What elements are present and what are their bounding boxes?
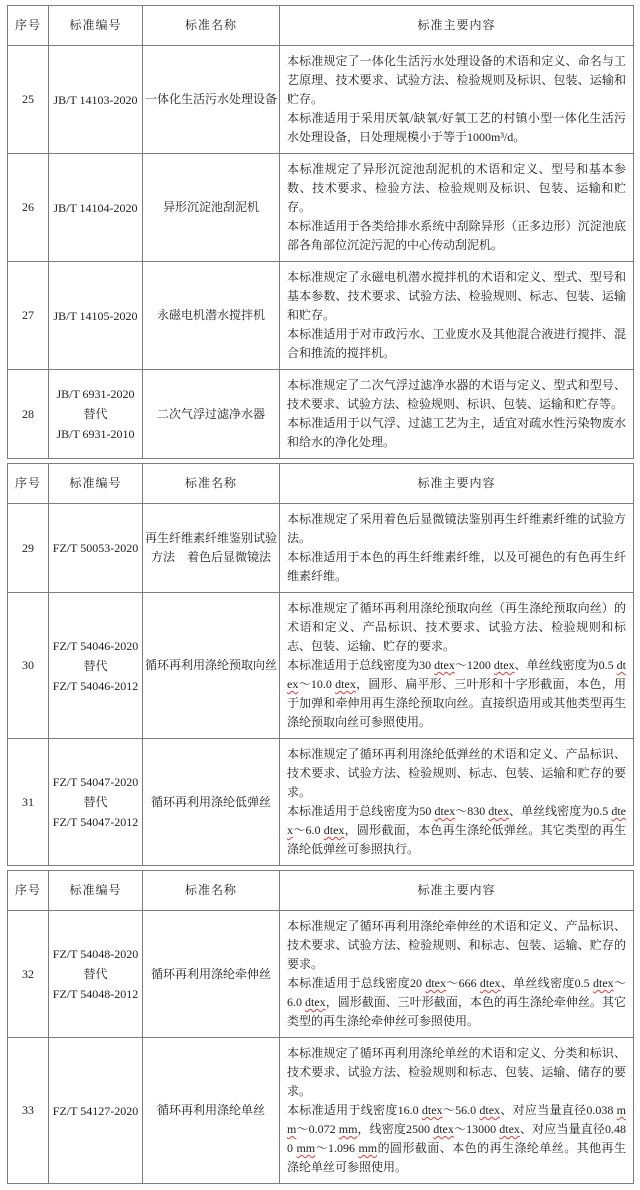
cell-name: 二次气浮过滤净水器 <box>143 370 280 459</box>
cell-no: 33 <box>8 1038 49 1184</box>
cell-name: 循环再利用涤纶牵伸丝 <box>143 911 280 1038</box>
header-cell-no: 序号 <box>8 6 49 46</box>
cell-no: 32 <box>8 911 49 1038</box>
content-paragraph: 本标准适用于总线密度20 dtex～666 dtex、单丝线密度0.5 dtex～6.0 dtex，圆形截面、三叶形截面，本色的再生涤纶牵伸丝。其它类型的再生涤纶牵伸丝可参照使用。 <box>287 976 626 1028</box>
table-body <box>8 911 634 1184</box>
spellcheck-underline: mm <box>296 1141 316 1155</box>
header-cell-content: 标准主要内容 <box>280 6 634 46</box>
content-paragraph: 本标准规定了二次气浮过滤净水器的术语与定义、型式和型号、技术要求、试验方法、检验规则、标识、包装、运输和贮存等。 <box>287 378 626 411</box>
table-row <box>8 1038 634 1184</box>
cell-code <box>49 370 143 459</box>
spellcheck-underline: dtex <box>479 1103 501 1117</box>
standards-table <box>7 5 634 459</box>
cell-content <box>280 911 634 1038</box>
header-cell-name: 标准名称 <box>143 464 280 504</box>
code-line: JB/T 14104-2020 <box>53 200 138 215</box>
cell-name: 再生纤维素纤维鉴别试验方法 着色后显微镜法 <box>143 504 280 593</box>
table-row <box>8 154 634 262</box>
content-inner <box>287 160 626 255</box>
spellcheck-underline: dtex <box>421 1103 443 1117</box>
cell-no: 25 <box>8 46 49 154</box>
spellcheck-underline: dtex <box>592 976 614 990</box>
content-paragraph: 本标准适用于总线密度为30 dtex～1200 dtex、单丝线密度为0.5 dtex～10.0 dtex，圆形、扁平形、三叶形和十字形截面，本色，用于加弹和牵伸用再生涤纶预取向丝。直接织造用或其他类型再生涤纶预取向丝可参照使用。 <box>287 658 626 729</box>
code-line: JB/T 6931-2010 <box>56 427 135 441</box>
spellcheck-underline: mm <box>338 1122 358 1136</box>
spellcheck-underline: dtex <box>287 804 626 837</box>
cell-code <box>49 1038 143 1184</box>
code-line: 替代 <box>83 967 108 981</box>
table-row <box>8 46 634 154</box>
content-paragraph: 本标准适用于采用厌氧/缺氧/好氧工艺的村镇小型一体化生活污水处理设备，日处理规模小于等于1000m³/d。 <box>287 111 626 144</box>
spellcheck-underline: mm <box>358 1141 378 1155</box>
cell-code <box>49 739 143 866</box>
table-row <box>8 593 634 739</box>
header-cell-name: 标准名称 <box>143 871 280 911</box>
cell-no: 26 <box>8 154 49 262</box>
header-row <box>8 464 634 504</box>
content-paragraph: 本标准规定了异形沉淀池刮泥机的术语和定义、型号和基本参数、技术要求、检验方法、检验规则及标识、包装、运输和贮存。 <box>287 162 626 214</box>
cell-content <box>280 739 634 866</box>
content-paragraph: 本标准适用于本色的再生纤维素纤维，以及可褪色的有色再生纤维素纤维。 <box>287 550 626 583</box>
code-line: FZ/T 54047-2020 <box>52 775 139 789</box>
content-paragraph: 本标准适用于对市政污水、工业废水及其他混合液进行搅拌、混合和推流的搅拌机。 <box>287 327 626 360</box>
cell-code <box>49 593 143 739</box>
code-line: JB/T 14105-2020 <box>53 308 138 323</box>
spellcheck-underline: dtex <box>499 1122 520 1136</box>
content-paragraph: 本标准规定了一体化生活污水处理设备的术语和定义、命名与工艺原理、技术要求、试验方法、检验规则及标识、包装、运输和贮存。 <box>287 54 626 106</box>
cell-name: 异形沉淀池刮泥机 <box>143 154 280 262</box>
spellcheck-underline: dtex <box>287 658 626 691</box>
spellcheck-underline: dtex <box>479 976 501 990</box>
table-header <box>8 6 634 46</box>
code-line: 替代 <box>83 407 108 421</box>
cell-content <box>280 154 634 262</box>
cell-no: 27 <box>8 262 49 370</box>
spellcheck-underline: dtex <box>335 677 356 691</box>
content-paragraph: 本标准规定了循环再利用涤纶牵伸丝的术语和定义、产品标识、技术要求、试验方法、检验规则、和标志、包装、运输、贮存的要求。 <box>287 919 626 971</box>
cell-name: 循环再利用涤纶单丝 <box>143 1038 280 1184</box>
cell-content <box>280 593 634 739</box>
header-row <box>8 871 634 911</box>
cell-no: 30 <box>8 593 49 739</box>
header-cell-code: 标准编号 <box>49 6 143 46</box>
code-line: FZ/T 54046-2020 <box>52 638 139 653</box>
cell-content <box>280 504 634 593</box>
cell-content <box>280 262 634 370</box>
table-body <box>8 504 634 866</box>
content-inner <box>287 745 626 859</box>
spellcheck-underline: dtex <box>488 804 509 818</box>
code-line: JB/T 6931-2020 <box>56 387 135 401</box>
standards-table <box>7 870 634 1184</box>
spellcheck-underline: dtex <box>323 823 345 837</box>
code-line: FZ/T 54048-2012 <box>52 987 139 1001</box>
standards-tables-container <box>0 5 640 1184</box>
spellcheck-underline: dtex <box>493 658 515 672</box>
code-line: 替代 <box>83 658 108 673</box>
table-row <box>8 739 634 866</box>
cell-no: 29 <box>8 504 49 593</box>
cell-content <box>280 46 634 154</box>
spellcheck-underline: dtex <box>433 1122 454 1136</box>
header-row <box>8 6 634 46</box>
content-inner <box>287 376 626 452</box>
header-cell-code: 标准编号 <box>49 464 143 504</box>
spellcheck-underline: dtex <box>305 995 326 1009</box>
code-line: FZ/T 50053-2020 <box>52 541 139 555</box>
content-paragraph: 本标准规定了循环再利用涤纶低弹丝的术语和定义、产品标识、技术要求、试验方法、检验规则、标志、包装、运输和贮存的要求。 <box>287 747 626 799</box>
spellcheck-underline: dtex <box>434 804 456 818</box>
cell-code <box>49 504 143 593</box>
cell-name: 循环再利用涤纶预取向丝 <box>143 593 280 739</box>
cell-code <box>49 154 143 262</box>
content-inner <box>287 268 626 363</box>
standards-table <box>7 463 634 866</box>
code-line: JB/T 14103-2020 <box>53 92 138 107</box>
code-line: FZ/T 54047-2012 <box>52 815 139 829</box>
header-cell-no: 序号 <box>8 871 49 911</box>
content-paragraph: 本标准规定了永磁电机潜水搅拌机的术语和定义、型式、型号和基本参数、技术要求、试验方法、检验规则、标志、包装、运输和贮存。 <box>287 270 626 322</box>
header-cell-content: 标准主要内容 <box>280 464 634 504</box>
header-cell-name: 标准名称 <box>143 6 280 46</box>
table-row <box>8 262 634 370</box>
content-paragraph: 本标准规定了循环再利用涤纶预取向丝（再生涤纶预取向丝）的术语和定义、产品标识、技术要求、试验方法、检验规则和标志、包装、运输、贮存的要求。 <box>287 601 626 653</box>
code-line: FZ/T 54048-2020 <box>52 947 139 961</box>
content-paragraph: 本标准适用于以气浮、过滤工艺为主，适宜对疏水性污染物废水和给水的净化处理。 <box>287 416 626 449</box>
content-paragraph: 本标准适用于总线密度为50 dtex～830 dtex、单丝线密度为0.5 dtex～6.0 dtex，圆形截面，本色再生涤纶低弹丝。其它类型的再生涤纶低弹丝可参照执行。 <box>287 804 626 856</box>
cell-content <box>280 1038 634 1184</box>
table-row <box>8 504 634 593</box>
table-row <box>8 370 634 459</box>
content-paragraph: 本标准规定了采用着色后显微镜法鉴别再生纤维素纤维的试验方法。 <box>287 512 626 545</box>
table-header <box>8 871 634 911</box>
content-inner <box>287 599 626 732</box>
cell-name: 永磁电机潜水搅拌机 <box>143 262 280 370</box>
content-paragraph: 本标准规定了循环再利用涤纶单丝的术语和定义、分类和标识、技术要求、试验方法、检验规则和标志、包装、运输、储存的要求。 <box>287 1046 626 1098</box>
table-body <box>8 46 634 459</box>
cell-code <box>49 911 143 1038</box>
cell-code <box>49 262 143 370</box>
header-cell-no: 序号 <box>8 464 49 504</box>
content-paragraph: 本标准适用于线密度16.0 dtex～56.0 dtex、对应当量直径0.038 mm～0.072 mm，线密度2500 dtex～13000 dtex、对应当量直径0.480 mm～1.096 mm的圆形截面、本色的再生涤纶单丝。其他再生涤纶单丝可参照使用。 <box>287 1103 626 1174</box>
spellcheck-underline: dtex <box>434 658 455 672</box>
content-inner <box>287 1044 626 1177</box>
cell-content <box>280 370 634 459</box>
content-paragraph: 本标准适用于各类给排水系统中刮除异形（正多边形）沉淀池底部各角部位沉淀污泥的中心传动刮泥机。 <box>287 219 626 252</box>
code-line: FZ/T 54046-2012 <box>52 678 139 693</box>
header-cell-content: 标准主要内容 <box>280 871 634 911</box>
content-inner <box>287 510 626 586</box>
table-header <box>8 464 634 504</box>
cell-no: 28 <box>8 370 49 459</box>
cell-name: 循环再利用涤纶低弹丝 <box>143 739 280 866</box>
content-inner <box>287 917 626 1031</box>
code-line: 替代 <box>83 795 108 809</box>
cell-name: 一体化生活污水处理设备 <box>143 46 280 154</box>
table-row <box>8 911 634 1038</box>
code-line: FZ/T 54127-2020 <box>52 1103 139 1118</box>
spellcheck-underline: mm <box>287 1103 626 1136</box>
header-cell-code: 标准编号 <box>49 871 143 911</box>
cell-code <box>49 46 143 154</box>
cell-no: 31 <box>8 739 49 866</box>
spellcheck-underline: dtex <box>425 976 446 990</box>
content-inner <box>287 52 626 147</box>
